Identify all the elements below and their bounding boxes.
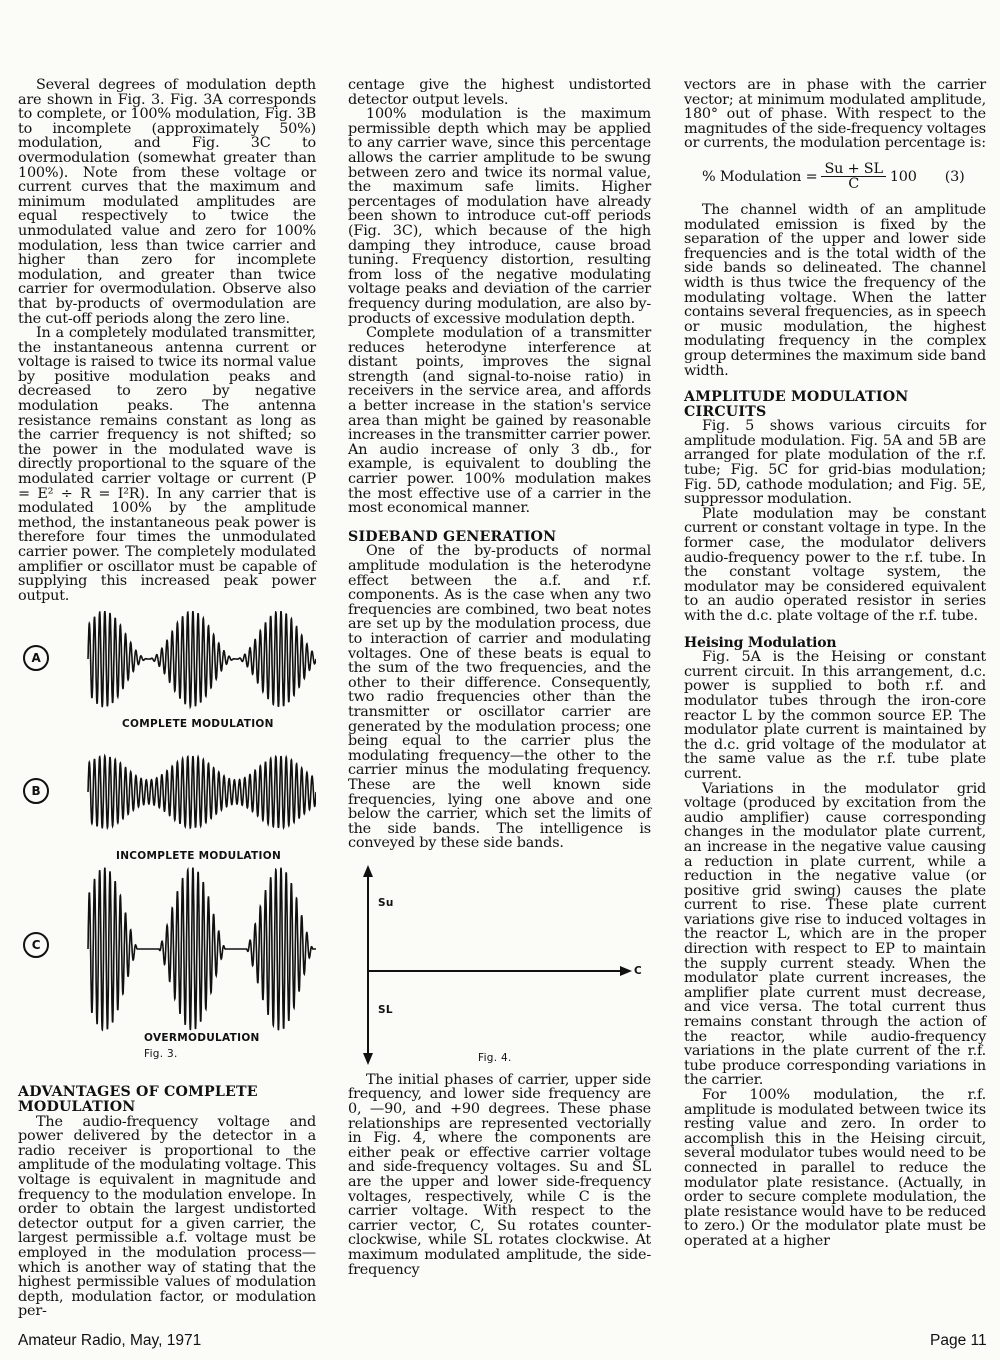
paragraph: The audio-frequency voltage and power delivered by the detector in a radio receiver is proportional to the amplitude of the modulating voltage. This voltage is equivalent in magnitude and frequency to the modulation envelope. In order to obtain the largest undistorted detector output for a given carrier, the largest permissible a.f. voltage must be employed in the modulation process—which is another way of stating that the highest permissible values of modulation depth, modulation factor, or modulation per-: [18, 1113, 316, 1320]
footer-publication: Amateur Radio, May, 1971: [18, 1332, 202, 1349]
label-c: C: [634, 964, 643, 977]
paragraph: The initial phases of carrier, upper side frequency, and lower side frequency are 0, —90, and +90 degrees. These phase relationships are represented vectorially in Fig. 4, where the components are either peak or effective carrier voltage and side-frequency voltages. Su and SL are the upper and lower side-frequency voltages, respectively, while C is the carrier voltage. With respect to the carrier vector, C, Su rotates counter-clockwise, while SL rotates clockwise. At maximum modulated amplitude, the side-frequency: [348, 1071, 651, 1278]
paragraph: Complete modulation of a transmitter reduces heterodyne interference at distant points, improves the signal strength (and signal-to-noise ratio) in receivers in the service area, and affords a better increase in the station's service area than might be gained by reasonable increases in the transmitter carrier power. An audio increase of only 3 db., for example, is equivalent to doubling the carrier power. 100% modulation makes the most effective use of a carrier in the most economical manner.: [348, 325, 651, 517]
section-heading: SIDEBAND GENERATION: [348, 528, 557, 545]
paragraph: One of the by-products of normal amplitude modulation is the heterodyne effect between the a.f. and r.f. components. As is the case when any two frequencies are combined, two beat notes are set up by the modulation process, due to interaction of carrier and modulating voltages. One of these beats is equal to the sum of the two frequencies, and the other to their difference. Consequently, two radio frequencies other than the transmitter or oscillator carrier are generated by the modulation process; one being equal to the carrier plus the modulating frequency—the other to the carrier minus the modulating frequency. These are the well known side frequencies, lying one above and one below the carrier, which set the limits of the side bands. The intelligence is conveyed by these side bands.: [348, 543, 651, 852]
figure-3-caption: Fig. 3.: [144, 1048, 178, 1061]
paragraph: The channel width of an amplitude modulated emission is fixed by the separation of the upper and lower side frequencies and is the total width of the side bands so delineated. The channel width is thus twice the frequency of the modulating voltage. When the latter contains several frequencies, as in speech or music modulation, the highest modulating frequency in the complex group determines the maximum side band width.: [684, 201, 986, 379]
section-heading: ADVANTAGES OF COMPLETE MODULATION: [18, 1084, 258, 1115]
arrow-up-icon: [363, 865, 373, 877]
paragraph: In a completely modulated transmitter, the instantaneous antenna current or voltage is raised to twice its normal value by positive modulation peaks and decreased to zero by negative modulation peaks. The antenna resistance remains constant as long as the carrier frequency is not shifted; so the power in the modulated wave is directly proportional to the square of the modulated carrier voltage or current (P = E² ÷ R = I²R). In any carrier that is modulated 100% by the amplitude method, the instantaneous peak power is therefore four times the unmodulated carrier power. The completely modulated amplifier or oscillator must be capable of supplying this increased peak power output.: [18, 325, 316, 604]
label-overmodulation: OVERMODULATION: [144, 1032, 260, 1045]
equation-numerator: Su + SL: [821, 162, 885, 178]
column-1: [18, 78, 316, 1319]
figure-4-caption: Fig. 4.: [478, 1051, 512, 1064]
equation-multiplier: 100: [889, 168, 917, 185]
equation-left: % Modulation =: [702, 168, 818, 185]
paragraph: Plate modulation may be constant current or constant voltage in type. In the former case, the modulator delivers audio-frequency power to the r.f. tube. In the constant voltage system, the modulator may be considered equivalent to an audio operated resistor in series with the d.c. plate voltage of the r.f. tube.: [684, 505, 986, 624]
incomplete-modulation-waveform: [88, 756, 316, 828]
figure-3: [18, 611, 316, 1081]
paragraph: Several degrees of modulation depth are shown in Fig. 3. Fig. 3A corresponds to complete, or 100% modulation, Fig. 3B to incomplete (approximately 50%) modulation, and Fig. 3C to overmodulation (somewhat greater than 100%). Note from these voltage or current curves that the maximum and minimum modulated amplitudes are equal respectively to twice the unmodulated value and zero for 100% modulation, less than twice carrier and higher than zero for incomplete modulation, and greater than twice carrier for overmodulation. Observe also that by-products of overmodulation are the cut-off periods along the zero line.: [18, 77, 316, 327]
paragraph: Fig. 5 shows various circuits for amplitude modulation. Fig. 5A and 5B are arranged for plate modulation of the r.f. tube; Fig. 5C for grid-bias modulation; Fig. 5D, cathode modulation; and Fig. 5E, suppressor modulation.: [684, 418, 986, 508]
label-complete-modulation: COMPLETE MODULATION: [122, 718, 274, 731]
column-2: [348, 78, 651, 1277]
phase-vector-diagram: [348, 851, 651, 1073]
section-heading: AMPLITUDE MODULATION CIRCUITS: [684, 389, 909, 420]
label-incomplete-modulation: INCOMPLETE MODULATION: [116, 850, 282, 863]
figure-badge-b: B: [23, 778, 49, 804]
overmodulation-waveform: [88, 868, 316, 1031]
equation-denominator: C: [848, 176, 860, 193]
figure-4: [348, 851, 651, 1073]
footer-page-number: Page 11: [930, 1332, 987, 1349]
arrow-right-icon: [620, 966, 632, 976]
complete-modulation-waveform: [88, 611, 316, 707]
column-3: [684, 78, 986, 1249]
paragraph: centage give the highest undistorted detector output levels.: [348, 77, 651, 108]
label-sl: SL: [378, 1003, 393, 1016]
paragraph: For 100% modulation, the r.f. amplitude is modulated between twice its resting value and zero. In order to accomplish this in the Heising circuit, several modulator tubes would need to be connected in parallel to reduce the modulator plate resistance. (Actually, in order to secure complete modulation, the plate resistance would have to be reduced to zero.) Or the modulator plate must be operated at a higher: [684, 1087, 986, 1249]
figure-badge-c: C: [23, 932, 49, 958]
arrow-down-icon: [363, 1053, 373, 1065]
label-su: Su: [378, 896, 394, 909]
subsection-heading: Heising Modulation: [684, 634, 837, 651]
equation-fraction: [821, 162, 885, 192]
figure-badge-a: A: [23, 645, 49, 671]
modulation-waveforms: [18, 611, 316, 1081]
modulation-equation: [702, 157, 986, 197]
paragraph: vectors are in phase with the carrier vector; at minimum modulated amplitude, 180° out of phase. With respect to the magnitudes of the side-frequency voltages or currents, the modulation percentage is:: [684, 77, 986, 152]
paragraph: Variations in the modulator grid voltage (produced by excitation from the audio amplifier) cause corresponding changes in the modulator plate current, an increase in the negative value causing a reduction in plate current, while a reduction in the negative value (or positive grid swing) causes the plate current to rise. These plate current variations give rise to induced voltages in the reactor L, which are in the proper direction with respect to EP to maintain the supply current steady. When the modulator plate current increases, the amplifier plate current must decrease, and vice versa. The total current thus remains constant through the action of the reactor, while audio-frequency variations in the plate current of the r.f. tube produce corresponding variations in the carrier.: [684, 780, 986, 1089]
paragraph: 100% modulation is the maximum permissible depth which may be applied to any carrier wave, since this percentage allows the carrier amplitude to be swung between zero and twice its normal value, the maximum safe limits. Higher percentages of modulation have already been shown to introduce cut-off periods (Fig. 3C), which because of the high damping they introduce, cause broad tuning. Frequency distortion, resulting from loss of the negative modulating voltage peaks and deviation of the carrier frequency during modulation, are also by-products of excessive modulation depth.: [348, 106, 651, 327]
paragraph: Fig. 5A is the Heising or constant current circuit. In this arrangement, d.c. power is supplied to both r.f. and modulator tubes through the iron-core reactor L by the common source EP. The modulator plate current is maintained by the d.c. grid voltage of the modulator at the same value as the r.f. tube plate current.: [684, 649, 986, 782]
equation-number: (3): [944, 168, 965, 185]
